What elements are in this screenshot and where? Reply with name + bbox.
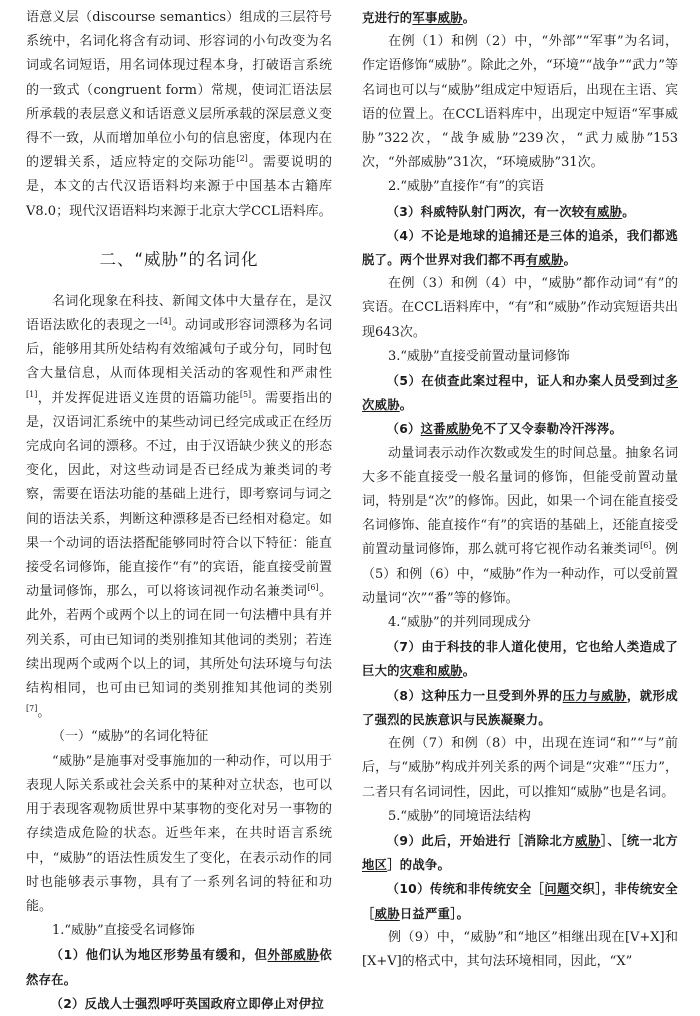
underlined-term: 地区 (362, 858, 388, 873)
section-title: 二、“威胁”的名词化 (99, 249, 259, 269)
heading-2: 2.“威胁”直接作“有”的宾语 (388, 179, 544, 195)
underlined-term: 威胁 (374, 906, 400, 921)
example-1: （1）他们认为地区形势虽有缓和，但外部威胁依然存在。 (26, 948, 332, 987)
body-paragraph-measure-words: 动量词表示动作次数或发生的时间总量。抽象名词大多不能直接受一般名量词的修饰，但能受前置动量词，特别是“次”的修饰。因此，如果一个词在能直接受名词修饰、能直接作“有”的宾语的基础上，还能直接受前置动量词修饰，那么就可将它视作动名兼类词[6]。例（5）和例（6）中，“威胁”作为一种动作，可以受前置动量词“次”“番”等的修饰。 (362, 445, 678, 606)
example-10: （10）传统和非传统安全［问题交织］，非传统安全［威胁日益严重］。 (362, 882, 678, 921)
underlined-term: 灾难和威胁 (399, 664, 463, 679)
right-column (362, 6, 678, 974)
left-column (26, 6, 332, 1016)
example-7: （7）由于科技的非人道化使用，它也给人类造成了巨大的灾难和威胁。 (362, 640, 678, 679)
underlined-term: 有威胁 (584, 204, 623, 219)
intro-paragraph: 语意义层（discourse semantics）组成的三层符号系统中，名词化将含有动词、形容词的小句改变为名词或名词短语，用名词体现过程本身，打破语言系统的一致式（congruent form）常规，使词汇语法层所承载的表层意义和话语意义层所承载的深层意义变得不一致，从而增加单位小句的信息密度，体现内在的逻辑关系，适应特定的交际功能[2]。需要说明的是，本文的古代汉语语料均来源于中国基本古籍库V8.0；现代汉语语料均来源于北京大学CCL语料库。 (26, 10, 332, 219)
body-paragraph-examples-7-8: 在例（7）和例（8）中，出现在连词“和”“与”前后，与“威胁”构成并列关系的两个词是“灾难”“压力”，二者只有名词词性，因此，可以推知“威胁”也是名词。 (362, 736, 678, 800)
underlined-term: 军事威胁 (412, 11, 463, 25)
example-8: （8）这种压力一旦受到外界的压力与威胁，就形成了强烈的民族意识与民族凝聚力。 (362, 688, 678, 727)
example-6: （6）这番威胁免不了又令泰勒冷汗涔涔。 (386, 422, 623, 437)
underlined-term: 多次威胁 (362, 374, 678, 413)
body-paragraph-example-9: 例（9）中，“威胁”和“地区”相继出现在[V+X]和[X+V]的格式中，其句法环境相同，因此，“X” (362, 929, 678, 969)
example-5: （5）在侦查此案过程中，证人和办案人员受到过多次威胁。 (362, 374, 678, 413)
underlined-term: 问题 (544, 882, 570, 897)
citation-ref: [2] (236, 154, 248, 164)
example-2-end: 克进行的军事威胁。 (362, 11, 476, 25)
heading-4: 4.“威胁”的并列同现成分 (388, 615, 531, 631)
underlined-term: 有威胁 (525, 253, 564, 268)
heading-3: 3.“威胁”直接受前置动量词修饰 (388, 348, 570, 364)
body-paragraph-threat-features: “威胁”是施事对受事施加的一种动作，可以用于表现人际关系或社会关系中的某种对立状态，也可以用于表现客观物质世界中某事物的变化对另一事物的存续造成危险的状态。近些年来，在共时语言系统中，“威胁”的语法性质发生了变化，在表示动作的同时也能够表示事物，具有了一系列名词的特征和功能。 (26, 753, 332, 914)
citation-ref: [5] (239, 389, 252, 399)
underlined-term: 这番威胁 (420, 422, 472, 437)
heading-5: 5.“威胁”的同境语法结构 (388, 808, 531, 824)
underlined-term: 威胁 (575, 833, 601, 848)
citation-ref: [6] (307, 583, 319, 593)
body-paragraph-nominalization: 名词化现象在科技、新闻文体中大量存在，是汉语语法欧化的表现之一[4]。动词或形容词漂移为名词后，能够用其所处结构有效缩减句子或分句，同时包含大量信息，从而体现相关活动的客观性和严肃性[1]，并发挥促进语义连贯的语篇功能[5]。需要指出的是，汉语词汇系统中的某些动词已经完成或正在经历完成向名词的漂移。不过，由于汉语缺少狭义的形态变化，因此，对这些动词是否已经成为兼类词的考察，需要在语法功能的基础上进行，即考察词与词之间的语法关系，判断这种漂移是否已经相对稳定。如果一个动词的语法搭配能够同时符合以下特征：能直接受名词修饰，能直接作“有”的宾语，能直接受前置动量词修饰，那么，可以将该词视作动名兼类词[6]。此外，若两个或两个以上的词在同一句法槽中具有并列关系，可由已知词的类别推知其他词的类别；若连续出现两个或两个以上的词，其所处句法环境与句法结构相同，也可由已知词的类别推知其他词的类别[7]。 (26, 293, 332, 721)
example-2-start: （2）反战人士强烈呼吁英国政府立即停止对伊拉 (50, 996, 324, 1011)
underlined-term: 外部威胁 (267, 948, 320, 963)
citation-ref: [6] (640, 541, 652, 551)
underlined-term: 压力与威胁 (562, 688, 627, 703)
citation-ref: [4] (159, 317, 172, 327)
example-4: （4）不论是地球的追捕还是三体的追杀，我们都逃脱了。两个世界对我们都不再有威胁。 (362, 228, 678, 268)
example-3: （3）科威特队射门两次，有一次较有威胁。 (386, 204, 635, 219)
body-paragraph-examples-3-4: 在例（3）和例（4）中，“威胁”都作动词“有”的宾语。在CCL语料库中，“有”和“威胁”作动宾短语共出现643次。 (362, 276, 678, 340)
heading-1: 1.“威胁”直接受名词修饰 (52, 923, 195, 939)
citation-ref: [1] (26, 389, 38, 399)
citation-ref: [7] (26, 704, 38, 714)
example-9: （9）此后，开始进行［消除北方威胁］、［统一北方地区］的战争。 (362, 833, 678, 873)
subsection-title: （一）“威胁”的名词化特征 (52, 729, 209, 745)
body-paragraph-examples-1-2: 在例（1）和例（2）中，“外部”“军事”为名词，作定语修饰“威胁”。除此之外，“环境”“战争”“武力”等名词也可以与“威胁”组成定中短语后，出现在主语、宾语的位置上。在CCL语料库中，出现定中短语“军事威胁”322次，“战争威胁”239次，“武力威胁”153次，“外部威胁”31次，“环境威胁”31次。 (362, 34, 678, 171)
